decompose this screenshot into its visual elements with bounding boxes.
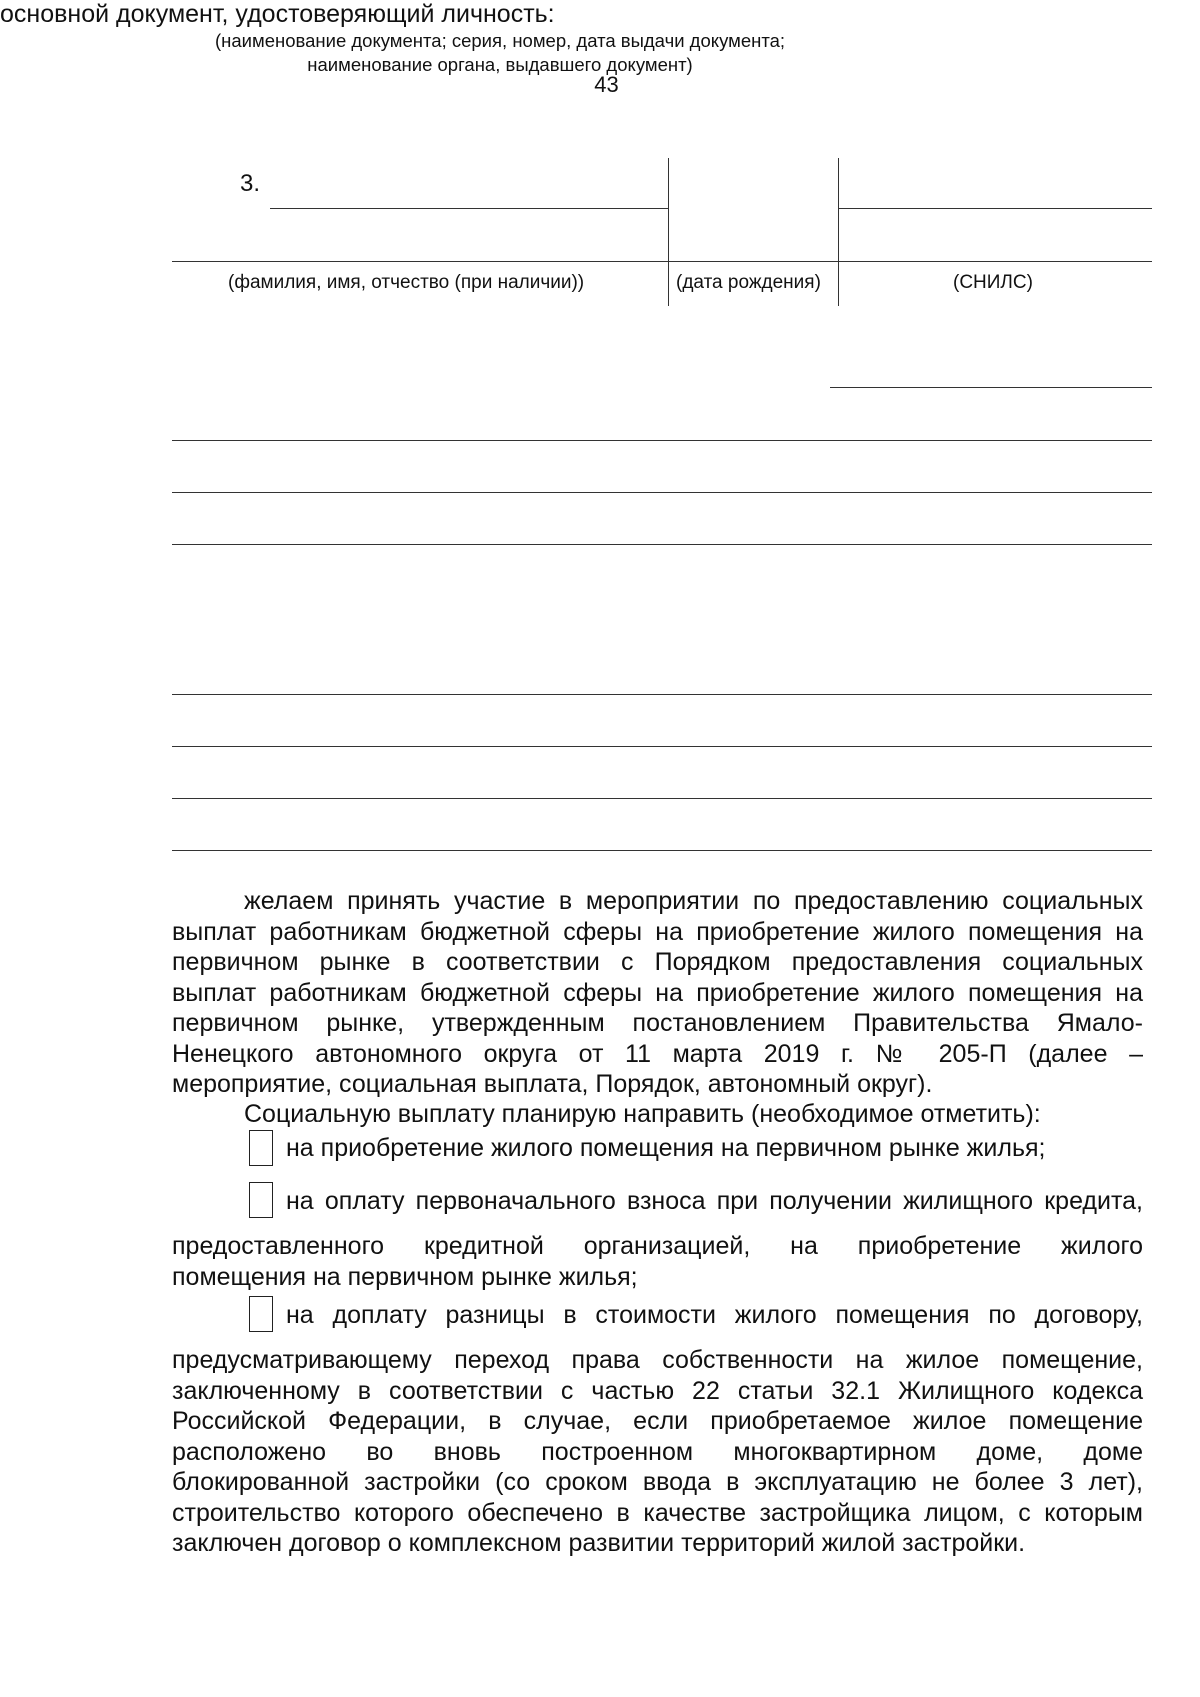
option-3-checkbox[interactable] (249, 1296, 273, 1332)
statement-line: мероприятие, социальная выплата, Порядок, автономный округ). (172, 1070, 933, 1098)
option-line: заключенному в соответствии с частью 22 статьи 32.1 Жилищного кодекса (172, 1376, 1143, 1405)
option-3-text (172, 1345, 1143, 1559)
statement-line: выплат работникам бюджетной сферы на приобретение жилого помещения на (172, 917, 1143, 946)
option-3-first-line (286, 1300, 1143, 1331)
option-line: помещения на первичном рынке жилья; (172, 1262, 638, 1291)
full-name-field[interactable] (270, 208, 668, 209)
blank-line[interactable] (172, 694, 1152, 695)
option-2-text (172, 1231, 1143, 1292)
statement-line: желаем принять участие в мероприятии по предоставлению социальных (244, 887, 1143, 915)
identity-caption-line: (наименование документа; серия, номер, дата выдачи документа; (214, 30, 786, 51)
option-line: Российской Федерации, в случае, если приобретаемое жилое помещение (172, 1407, 1143, 1435)
statement-line: выплат работникам бюджетной сферы на приобретение жилого помещения на (172, 978, 1143, 1007)
option-line: предусматривающему переход права собственности на жилое помещение, (172, 1346, 1143, 1374)
option-line: на доплату разницы в стоимости жилого помещения по договору, (286, 1301, 1143, 1329)
option-line: заключен договор о комплексном развитии территорий жилой застройки. (172, 1529, 1026, 1557)
identity-document-line[interactable] (172, 440, 1152, 441)
birth-date-caption: (дата рождения) (676, 272, 821, 293)
blank-line[interactable] (172, 746, 1152, 747)
applicant-number: 3. (240, 170, 261, 197)
identity-caption-line: наименование органа, выдавшего документ) (307, 54, 693, 75)
option-1-text: на приобретение жилого помещения на первичном рынке жилья; (286, 1134, 1046, 1162)
blank-line[interactable] (172, 798, 1152, 799)
identity-document-field[interactable] (830, 387, 1152, 388)
statement-paragraph (172, 886, 1143, 1100)
snils-caption: (СНИЛС) (953, 272, 1033, 293)
column-divider (668, 158, 669, 306)
statement-line: Ненецкого автономного округа от 11 марта 2019 г. № 205-П (далее – (172, 1039, 1143, 1068)
blank-line[interactable] (172, 850, 1152, 851)
page-number: 43 (594, 72, 619, 97)
identity-document-line[interactable] (172, 544, 1152, 545)
identity-document-line[interactable] (172, 492, 1152, 493)
snils-field[interactable] (838, 208, 1152, 209)
option-line: расположено во вновь построенном многоквартирном доме, доме (172, 1437, 1143, 1466)
option-line: строительство которого обеспечено в качестве застройщика лицом, с которым (172, 1498, 1143, 1527)
statement-line: первичном рынке в соответствии с Порядком предоставления социальных (172, 948, 1143, 976)
statement-line: первичном рынке, утвержденным постановлением Правительства Ямало- (172, 1009, 1143, 1037)
identity-document-caption (0, 29, 1000, 77)
option-2-checkbox[interactable] (249, 1182, 273, 1218)
column-divider (838, 158, 839, 306)
option-line: блокированной застройки (со сроком ввода в эксплуатацию не более 3 лет), (172, 1468, 1143, 1496)
options-intro: Социальную выплату планирую направить (необходимое отметить): (244, 1100, 1041, 1128)
full-name-caption: (фамилия, имя, отчество (при наличии)) (228, 272, 585, 293)
option-2-first-line (286, 1186, 1143, 1217)
option-line: на оплату первоначального взноса при получении жилищного кредита, (286, 1187, 1143, 1215)
option-line: предоставленного кредитной организацией, на приобретение жилого (172, 1232, 1143, 1260)
identity-document-label: основной документ, удостоверяющий личность: (0, 0, 555, 28)
applicant-baseline (172, 261, 1152, 262)
option-1-checkbox[interactable] (249, 1130, 273, 1166)
